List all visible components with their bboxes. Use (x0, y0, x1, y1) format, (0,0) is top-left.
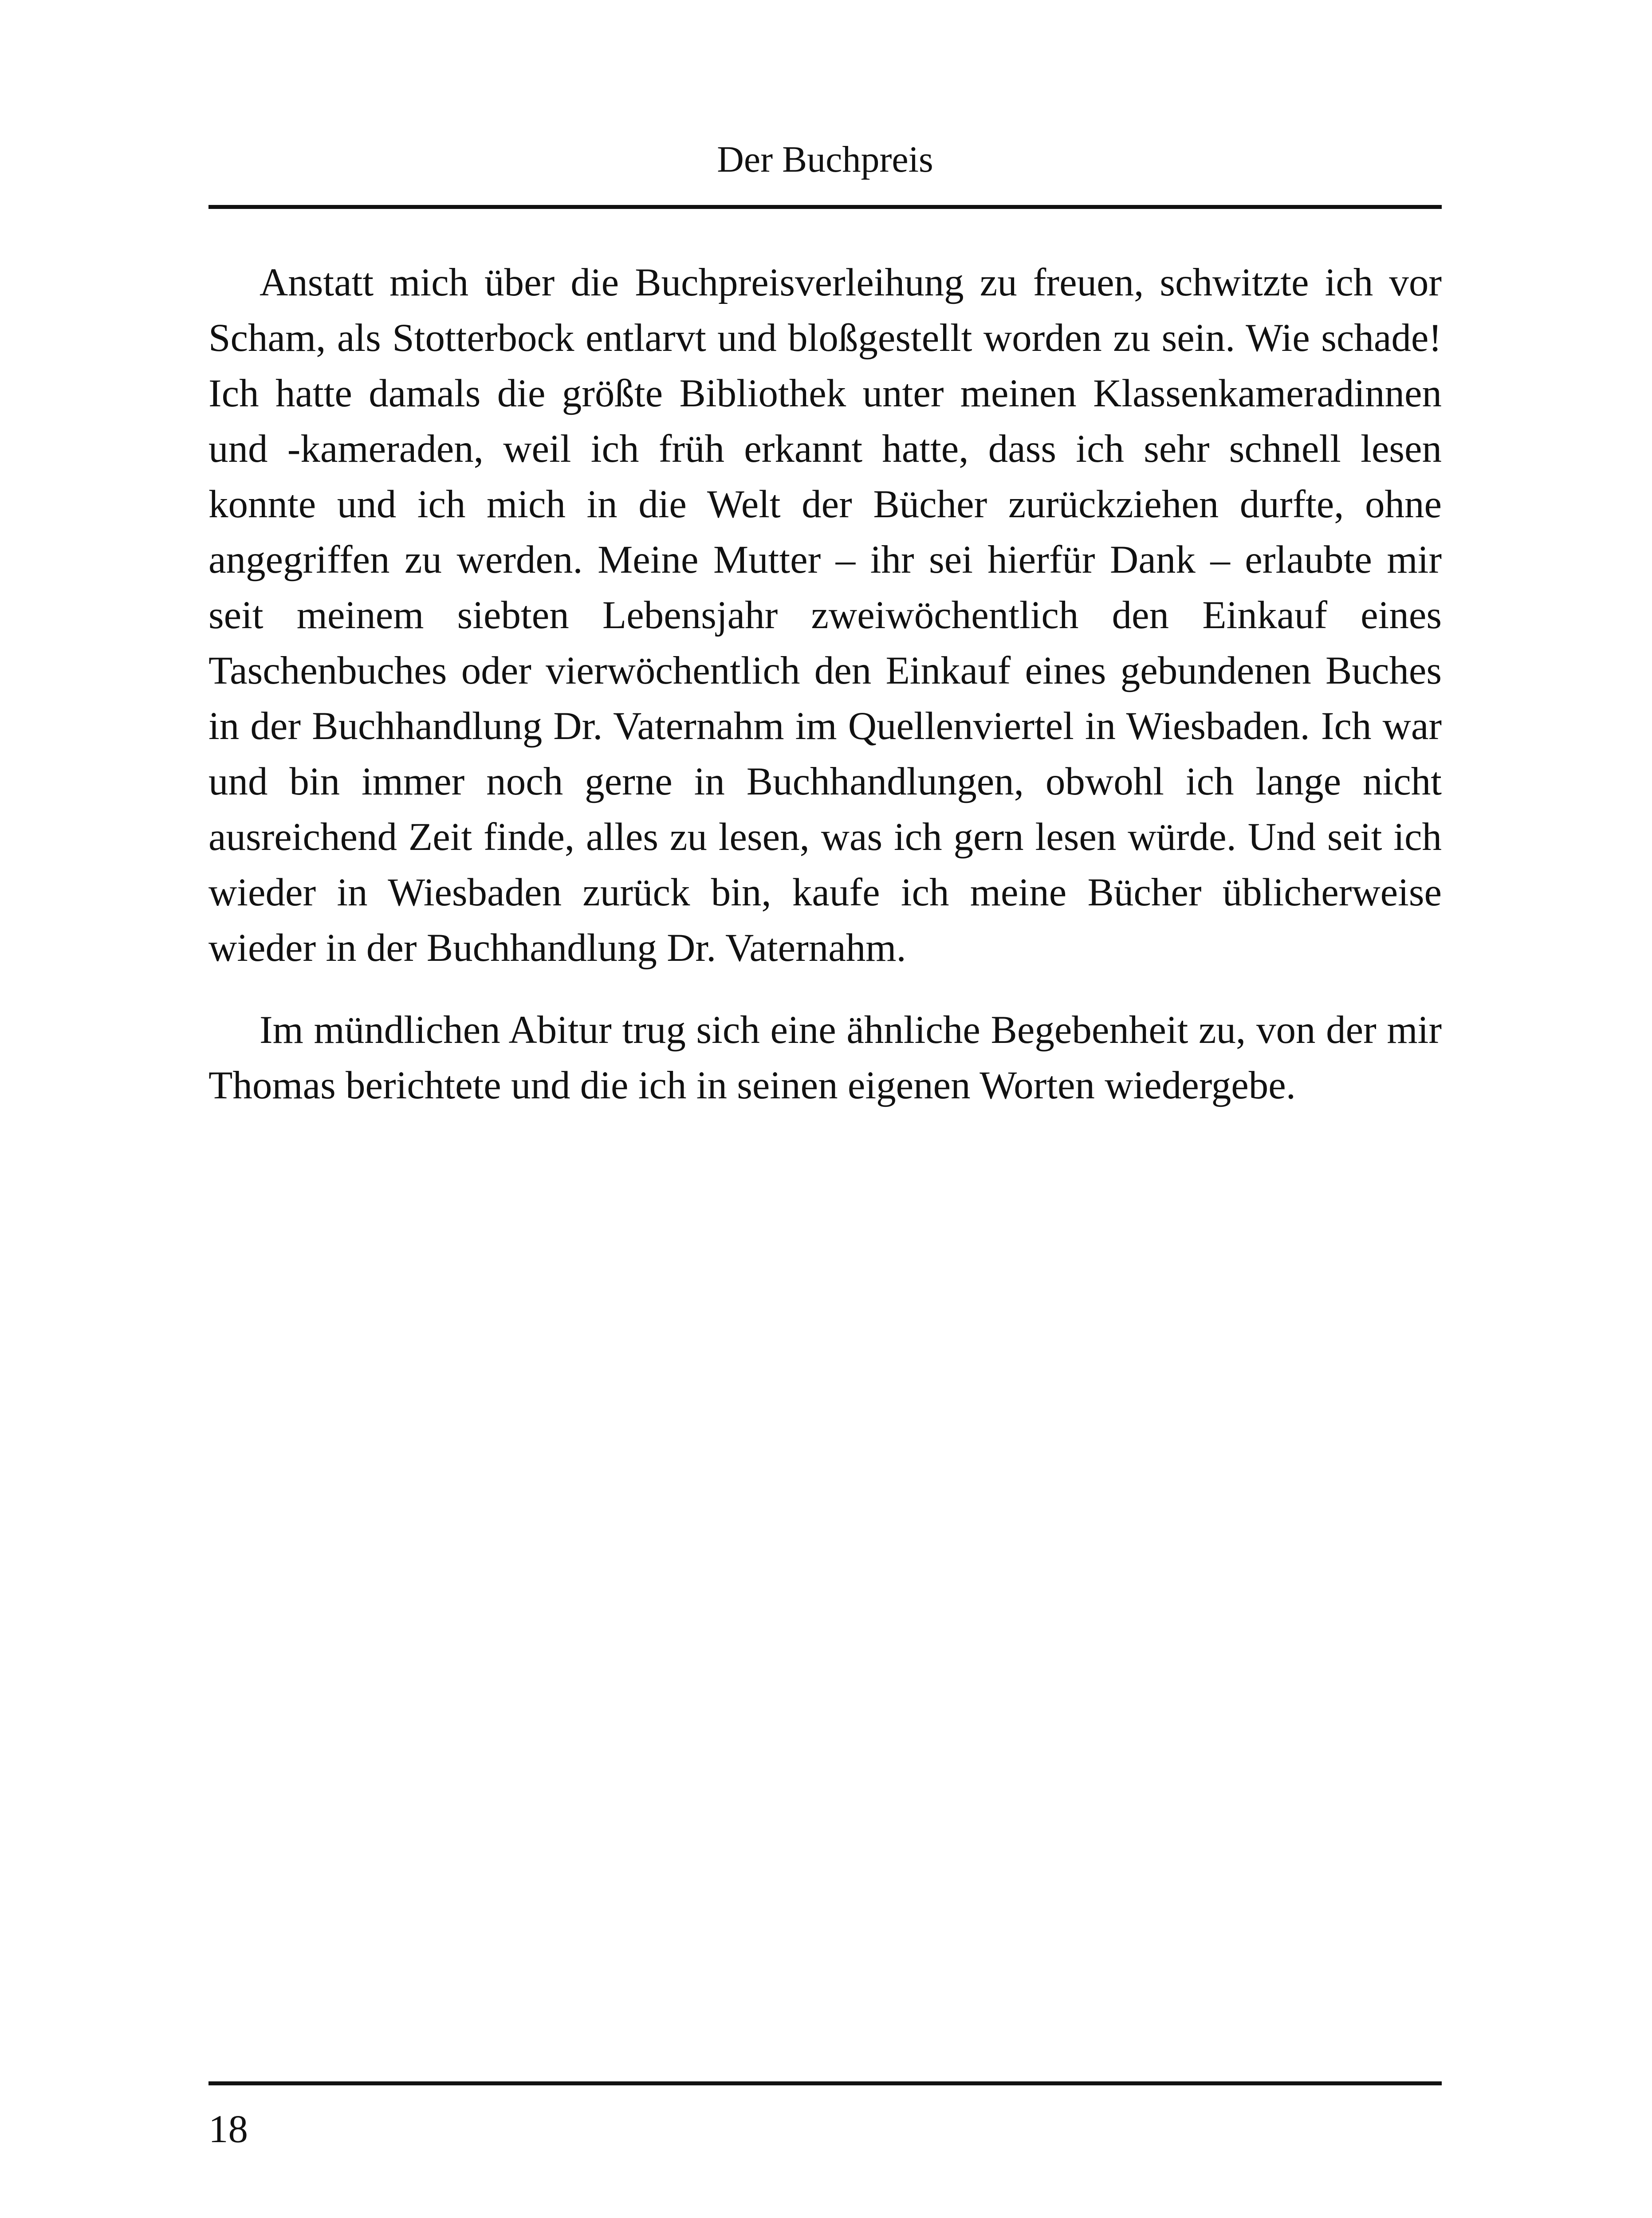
header-rule (208, 205, 1442, 209)
page-number: 18 (208, 2108, 248, 2151)
paragraph: Im mündlichen Abitur trug sich eine ähnliche Begebenheit zu, von der mir Thomas berichtete und die ich in seinen eigenen Worten wiedergebe. (208, 1008, 1442, 1107)
footer-rule (208, 2081, 1442, 2085)
body-text (208, 255, 1442, 1113)
running-header-title: Der Buchpreis (717, 139, 933, 180)
paragraph: Anstatt mich über die Buchpreisverleihung zu freuen, schwitzte ich vor Scham, als Stotterbock entlarvt und bloßgestellt worden zu sein. Wie schade! Ich hatte damals die größte Bibliothek unter meinen Klassenkameradinnen und -kameraden, weil ich früh erkannt hatte, dass ich sehr schnell lesen konnte und ich mich in die Welt der Bücher zurückziehen durfte, ohne angegriffen zu werden. Meine Mutter – ihr sei hierfür Dank – erlaubte mir seit meinem siebten Lebensjahr zweiwöchentlich den Einkauf eines Taschenbuches oder vierwöchentlich den Einkauf eines gebundenen Buches in der Buchhandlung Dr. Vaternahm im Quellenviertel in Wiesbaden. Ich war und bin immer noch gerne in Buchhandlungen, obwohl ich lange nicht ausreichend Zeit finde, alles zu lesen, was ich gern lesen würde. Und seit ich wieder in Wiesbaden zurück bin, kaufe ich meine Bücher üblicherweise wieder in der Buchhandlung Dr. Vaternahm. (208, 261, 1442, 970)
